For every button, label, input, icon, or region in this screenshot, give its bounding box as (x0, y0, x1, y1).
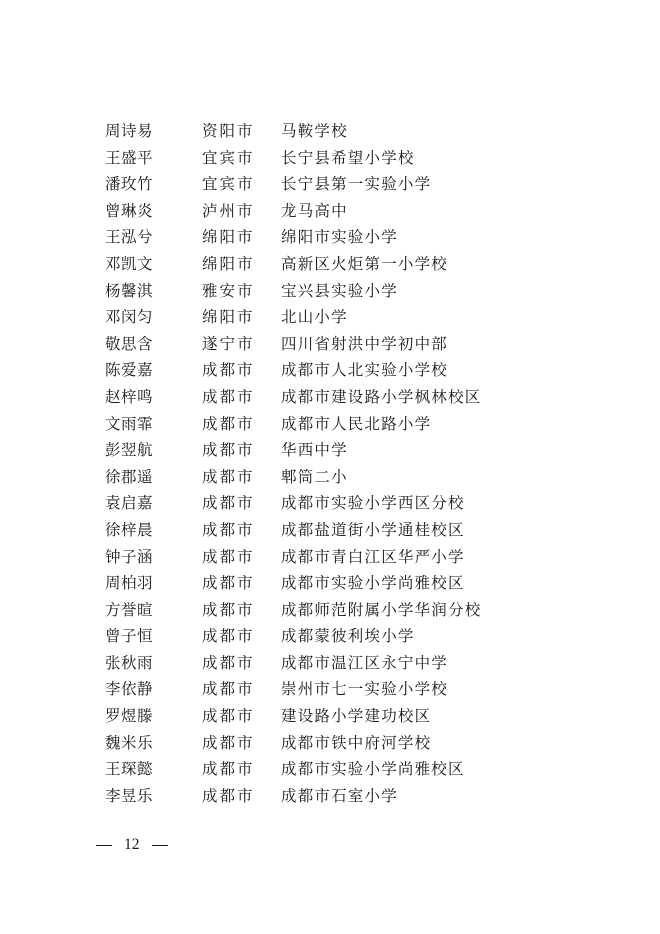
student-name: 赵梓鸣 (105, 387, 154, 406)
city-name: 资阳市 (202, 122, 255, 140)
student-name: 潘玫竹 (105, 175, 154, 194)
school-name: 成都市实验小学西区分校 (281, 494, 465, 513)
student-name: 周诗易 (105, 122, 154, 140)
school-name: 马鞍学校 (281, 122, 348, 140)
city-name: 遂宁市 (202, 334, 255, 353)
list-item (0, 357, 660, 384)
list-item (0, 304, 660, 331)
list-item (0, 118, 660, 145)
list-item (0, 517, 660, 544)
school-name: 成都市人民北路小学 (281, 414, 432, 433)
city-name: 绵阳市 (202, 228, 255, 247)
list-item (0, 224, 660, 251)
city-name: 成都市 (202, 387, 255, 406)
list-item (0, 145, 660, 172)
school-name: 成都市铁中府河学校 (281, 733, 432, 752)
list-item (0, 384, 660, 411)
list-item (0, 171, 660, 198)
city-name: 成都市 (202, 574, 255, 593)
list-item (0, 597, 660, 624)
student-name: 钟子涵 (105, 547, 154, 566)
student-name: 张秋雨 (105, 653, 154, 672)
student-name: 王琛懿 (105, 760, 154, 779)
school-name: 高新区火炬第一小学校 (281, 254, 449, 273)
list-item (0, 756, 660, 783)
city-name: 成都市 (202, 707, 255, 726)
city-name: 成都市 (202, 680, 255, 699)
page-footer (96, 834, 168, 855)
city-name: 成都市 (202, 786, 255, 805)
list-item (0, 544, 660, 571)
student-name: 杨馨淇 (105, 281, 154, 300)
student-name: 罗煜滕 (105, 707, 154, 726)
award-list (0, 118, 660, 809)
student-name: 王泓兮 (105, 228, 154, 247)
school-name: 崇州市七一实验小学校 (281, 680, 449, 699)
city-name: 成都市 (202, 494, 255, 513)
school-name: 四川省射洪中学初中部 (281, 334, 449, 353)
student-name: 曾子恒 (105, 627, 154, 646)
student-name: 彭翌航 (105, 441, 154, 460)
city-name: 成都市 (202, 653, 255, 672)
school-name: 成都市实验小学尚雅校区 (281, 574, 465, 593)
city-name: 成都市 (202, 414, 255, 433)
list-item (0, 650, 660, 677)
student-name: 方誉暄 (105, 600, 154, 619)
city-name: 成都市 (202, 467, 255, 486)
footer-dash-left (96, 845, 112, 846)
student-name: 周柏羽 (105, 574, 154, 593)
city-name: 雅安市 (202, 281, 255, 300)
list-item (0, 437, 660, 464)
school-name: 成都市实验小学尚雅校区 (281, 760, 465, 779)
city-name: 成都市 (202, 733, 255, 752)
student-name: 曾琳炎 (105, 201, 154, 220)
school-name: 成都盐道街小学通桂校区 (281, 520, 465, 539)
student-name: 王盛平 (105, 148, 154, 167)
list-item (0, 251, 660, 278)
student-name: 邓凯文 (105, 254, 154, 273)
school-name: 建设路小学建功校区 (281, 707, 432, 726)
student-name: 文雨霏 (105, 414, 154, 433)
city-name: 宜宾市 (202, 148, 255, 167)
list-item (0, 464, 660, 491)
school-name: 北山小学 (281, 308, 348, 327)
city-name: 成都市 (202, 600, 255, 619)
city-name: 成都市 (202, 441, 255, 460)
list-item (0, 783, 660, 810)
list-item (0, 623, 660, 650)
list-item (0, 331, 660, 358)
school-name: 绵阳市实验小学 (281, 228, 398, 247)
student-name: 袁启嘉 (105, 494, 154, 513)
list-item (0, 676, 660, 703)
list-item (0, 411, 660, 438)
school-name: 成都市石室小学 (281, 786, 398, 805)
student-name: 李依静 (105, 680, 154, 699)
city-name: 成都市 (202, 361, 255, 380)
city-name: 成都市 (202, 547, 255, 566)
school-name: 成都市温江区永宁中学 (281, 653, 449, 672)
city-name: 绵阳市 (202, 308, 255, 327)
city-name: 成都市 (202, 627, 255, 646)
list-item (0, 703, 660, 730)
school-name: 郫筒二小 (281, 467, 348, 486)
school-name: 成都市青白江区华严小学 (281, 547, 465, 566)
city-name: 宜宾市 (202, 175, 255, 194)
school-name: 华西中学 (281, 441, 348, 460)
list-item (0, 570, 660, 597)
school-name: 成都市人北实验小学校 (281, 361, 449, 380)
page-number: 12 (124, 836, 140, 853)
list-item (0, 198, 660, 225)
school-name: 长宁县希望小学校 (281, 148, 415, 167)
school-name: 成都蒙彼利埃小学 (281, 627, 415, 646)
student-name: 陈爱嘉 (105, 361, 154, 380)
city-name: 成都市 (202, 520, 255, 539)
city-name: 成都市 (202, 760, 255, 779)
list-item (0, 730, 660, 757)
list-item (0, 490, 660, 517)
school-name: 龙马高中 (281, 201, 348, 220)
list-item (0, 278, 660, 305)
footer-dash-right (152, 845, 168, 846)
student-name: 邓闵匀 (105, 308, 154, 327)
student-name: 魏米乐 (105, 733, 154, 752)
school-name: 长宁县第一实验小学 (281, 175, 432, 194)
student-name: 敬思含 (105, 334, 154, 353)
student-name: 徐梓晨 (105, 520, 154, 539)
school-name: 宝兴县实验小学 (281, 281, 398, 300)
city-name: 绵阳市 (202, 254, 255, 273)
city-name: 泸州市 (202, 201, 255, 220)
school-name: 成都市建设路小学枫林校区 (281, 387, 482, 406)
student-name: 徐郡遥 (105, 467, 154, 486)
school-name: 成都师范附属小学华润分校 (281, 600, 482, 619)
student-name: 李昱乐 (105, 786, 154, 805)
